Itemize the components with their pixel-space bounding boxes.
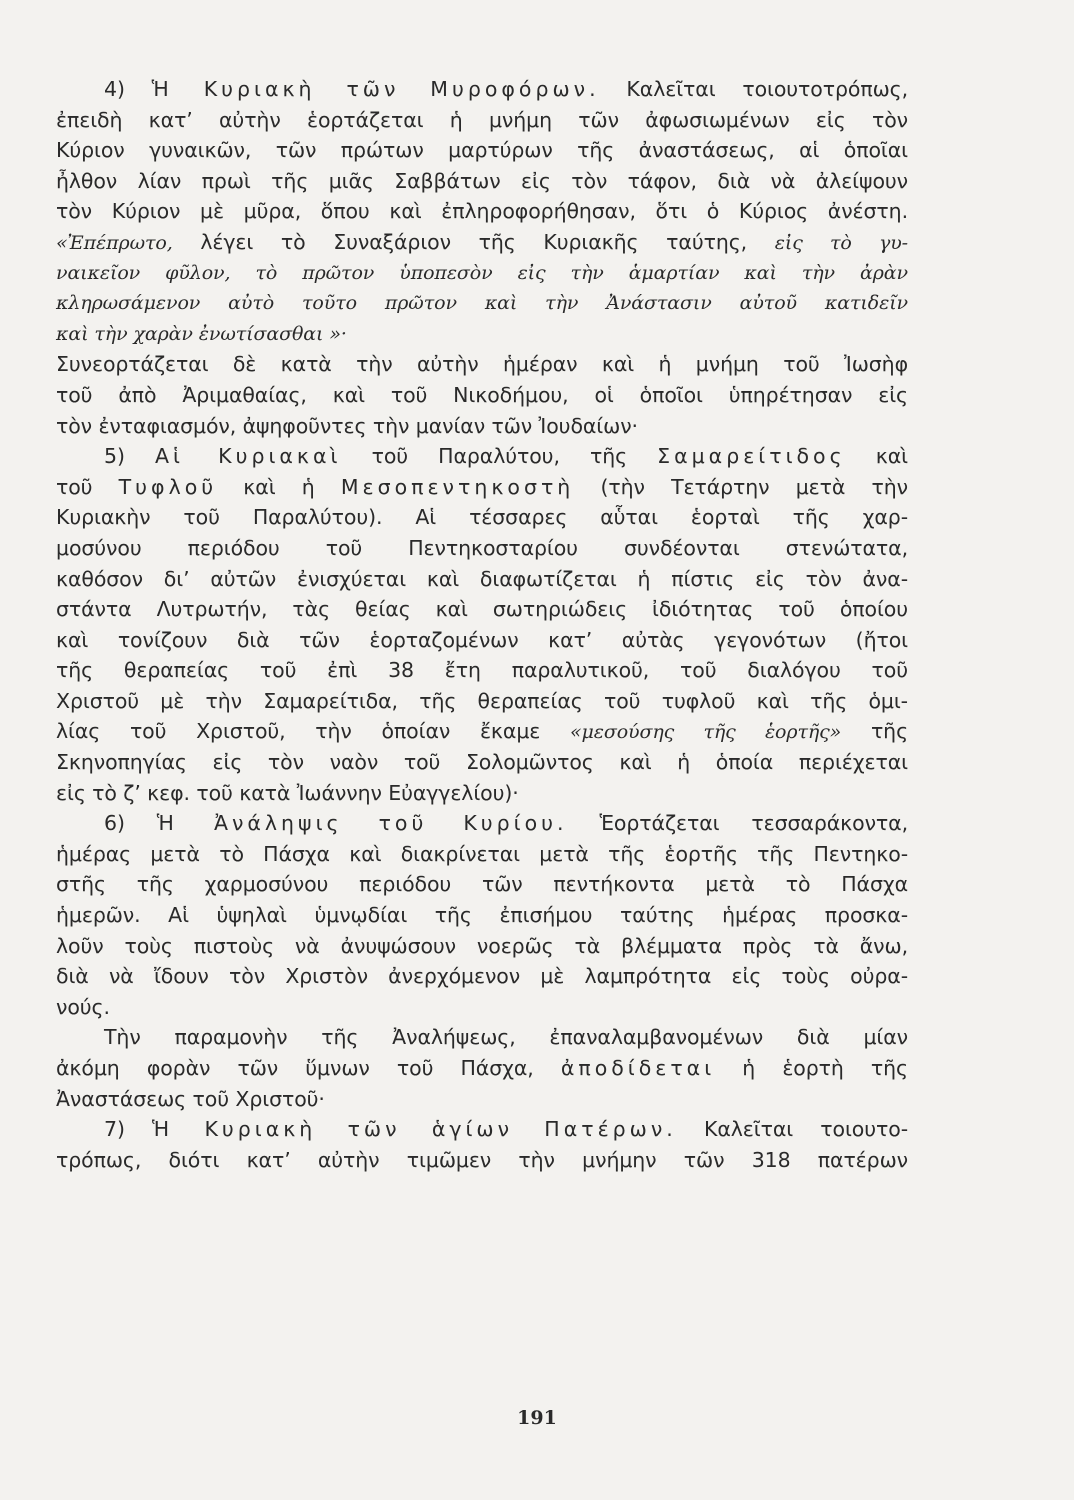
quote-line: κληρωσάμενον αὐτὸ τοῦτο πρῶτον καὶ τὴν Ἀνάστασιν αὐτοῦ κατιδεῖν <box>56 292 908 315</box>
text-line: τὸν ἐνταφιασμόν, ἀψηφοῦντες τὴν μανίαν τῶν Ἰουδαίων· <box>56 413 638 438</box>
text-line: ἐπειδὴ κατ’ αὐτὴν ἑορτάζεται ἡ μνήμη τῶν ἀφωσιωμένων εἰς τὸν <box>56 107 908 132</box>
text-line: 4) Ἡ Κυριακὴ τῶν Μυροφόρων. Καλεῖται τοιουτοτρόπως, <box>104 77 908 101</box>
text-line: Ἀναστάσεως τοῦ Χριστοῦ· <box>56 1086 325 1111</box>
text-line: μοσύνου περιόδου τοῦ Πεντηκοσταρίου συνδέονται στενώτατα, <box>56 535 908 560</box>
text-line: Τὴν παραμονὴν τῆς Ἀναλήψεως, ἐπαναλαμβανομένων διὰ μίαν <box>104 1025 908 1050</box>
text-line: στῆς τῆς χαρμοσύνου περιόδου τῶν πεντήκοντα μετὰ τὸ Πάσχα <box>56 872 908 897</box>
text-line: τοῦ ἀπὸ Ἀριμαθαίας, καὶ τοῦ Νικοδήμου, οἱ ὁποῖοι ὑπηρέτησαν εἰς <box>56 382 908 407</box>
text-line: νούς. <box>56 994 110 1019</box>
text-line: τὸν Κύριον μὲ μῦρα, ὅπου καὶ ἐπληροφορήθησαν, ὅτι ὁ Κύριος ἀνέστη. <box>56 199 908 224</box>
text-line: ἡμερῶν. Αἱ ὑψηλαὶ ὑμνῳδίαι τῆς ἐπισήμου ταύτης ἡμέρας προσκα- <box>56 903 908 928</box>
text-line: τοῦ Τυφλοῦ καὶ ἡ Μεσοπεντηκοστὴ (τὴν Τετάρτην μετὰ τὴν <box>56 474 908 499</box>
text-line: Σκηνοπηγίας εἰς τὸν ναὸν τοῦ Σολομῶντος καὶ ἡ ὁποία περιέχεται <box>56 750 908 775</box>
text-line: «Ἐπέπρωτο, λέγει τὸ Συναξάριον τῆς Κυριακῆς ταύτης, εἰς τὸ γυ- <box>56 229 908 254</box>
text-line: λοῦν τοὺς πιστοὺς νὰ ἀνυψώσουν νοερῶς τὰ βλέμματα πρὸς τὰ ἄνω, <box>56 933 908 958</box>
text-line: 7) Ἡ Κυριακὴ τῶν ἁγίων Πατέρων. Καλεῖται τοιουτο- <box>104 1117 908 1142</box>
text-line: ἀκόμη φορὰν τῶν ὕμνων τοῦ Πάσχα, ἀποδίδεται ἡ ἑορτὴ τῆς <box>56 1056 908 1080</box>
text-line: διὰ νὰ ἴδουν τὸν Χριστὸν ἀνερχόμενον μὲ λαμπρότητα εἰς τοὺς οὐρα- <box>56 964 908 989</box>
text-line: λίας τοῦ Χριστοῦ, τὴν ὁποίαν ἔκαμε «μεσούσης τῆς ἑορτῆς» τῆς <box>56 719 909 744</box>
quote-line: καὶ τὴν χαρὰν ἐνωτίσασθαι »· <box>56 322 347 345</box>
text-line: τῆς θεραπείας τοῦ ἐπὶ 38 ἔτη παραλυτικοῦ, τοῦ διαλόγου τοῦ <box>56 658 908 683</box>
text-line: εἰς τὸ ζ’ κεφ. τοῦ κατὰ Ἰωάννην Εὐαγγελίου)· <box>56 780 519 805</box>
text-line: καὶ τονίζουν διὰ τῶν ἑορταζομένων κατ’ αὐτὰς γεγονότων (ἤτοι <box>56 627 908 652</box>
text-line: Χριστοῦ μὲ τὴν Σαμαρείτιδα, τῆς θεραπείας τοῦ τυφλοῦ καὶ τῆς ὁμι- <box>56 688 908 713</box>
text-line: Κυριακὴν τοῦ Παραλύτου). Αἱ τέσσαρες αὗται ἑορταὶ τῆς χαρ- <box>56 505 908 530</box>
text-line: 5) Αἱ Κυριακαὶ τοῦ Παραλύτου, τῆς Σαμαρείτιδος καὶ <box>104 444 908 469</box>
page-number: 191 <box>517 1407 557 1429</box>
text-line: 6) Ἡ Ἀνάληψις τοῦ Κυρίου. Ἑορτάζεται τεσσαράκοντα, <box>104 811 908 836</box>
quote-line: ναικεῖον φῦλον, τὸ πρῶτον ὑποπεσὸν εἰς τὴν ἁμαρτίαν καὶ τὴν ἀρὰν <box>56 261 908 284</box>
text-line: στάντα Λυτρωτήν, τὰς θείας καὶ σωτηριώδεις ἰδιότητας τοῦ ὁποίου <box>56 597 908 622</box>
text-line: Συνεορτάζεται δὲ κατὰ τὴν αὐτὴν ἡμέραν καὶ ἡ μνήμη τοῦ Ἰωσὴφ <box>56 352 908 377</box>
text-line: καθόσον δι’ αὐτῶν ἐνισχύεται καὶ διαφωτίζεται ἡ πίστις εἰς τὸν ἀνα- <box>56 566 908 591</box>
text-line: ἦλθον λίαν πρωὶ τῆς μιᾶς Σαββάτων εἰς τὸν τάφον, διὰ νὰ ἀλείψουν <box>56 168 908 193</box>
text-line: Κύριον γυναικῶν, τῶν πρώτων μαρτύρων τῆς ἀναστάσεως, αἱ ὁποῖαι <box>56 138 908 163</box>
text-line: τρόπως, διότι κατ’ αὐτὴν τιμῶμεν τὴν μνήμην τῶν 318 πατέρων <box>56 1147 908 1172</box>
page-body <box>56 74 908 1175</box>
text-line: ἡμέρας μετὰ τὸ Πάσχα καὶ διακρίνεται μετὰ τῆς ἑορτῆς τῆς Πεντηκο- <box>56 841 908 866</box>
